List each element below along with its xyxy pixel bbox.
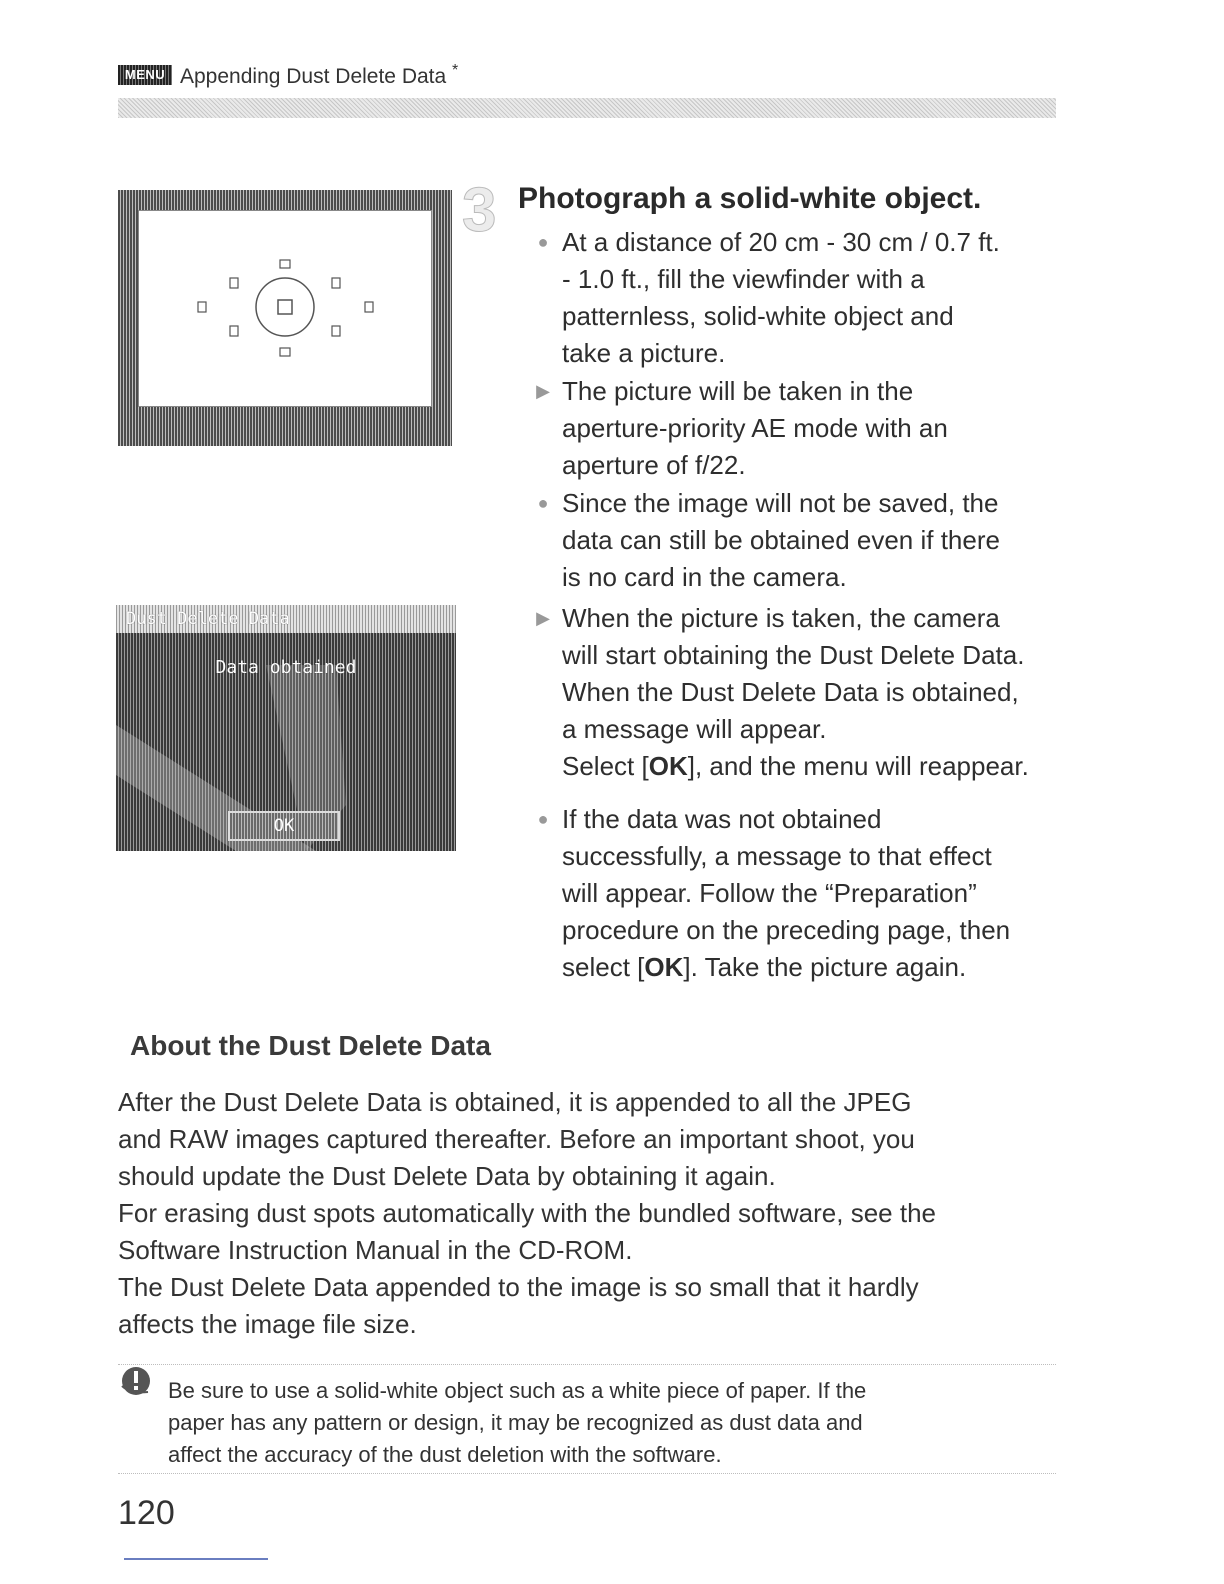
about-heading: About the Dust Delete Data <box>130 1030 491 1061</box>
about-paragraph <box>118 1269 1058 1343</box>
step-line: The picture will be taken in the <box>562 376 914 406</box>
step-line: At a distance of 20 cm - 30 cm / 0.7 ft. <box>562 227 1000 257</box>
lcd-title: Dust Delete Data <box>116 605 456 633</box>
bullet-icon: ● <box>537 232 549 252</box>
step-line: take a picture. <box>562 338 726 368</box>
step-line-ok-post: ]. Take the picture again. <box>683 952 967 982</box>
header-band <box>118 98 1056 118</box>
step-line: When the Dust Delete Data is obtained, <box>562 677 1019 707</box>
step-line: will appear. Follow the “Preparation” <box>562 878 977 908</box>
step-item <box>528 801 1058 986</box>
page-header <box>118 62 458 88</box>
step-line: data can still be obtained even if there <box>562 525 1000 555</box>
caution-line: affect the accuracy of the dust deletion with the software. <box>168 1442 722 1467</box>
ok-label: OK <box>648 751 688 781</box>
step-line: When the picture is taken, the camera <box>562 603 1000 633</box>
about-line: should update the Dust Delete Data by obtaining it again. <box>118 1161 776 1191</box>
step-line: will start obtaining the Dust Delete Data. <box>562 640 1025 670</box>
step-heading: Photograph a solid-white object. <box>518 182 982 215</box>
step-line: successfully, a message to that effect <box>562 841 992 871</box>
about-line: Software Instruction Manual in the CD-ROM. <box>118 1235 633 1265</box>
result-arrow-icon: ▶ <box>536 381 550 401</box>
step-line: patternless, solid-white object and <box>562 301 954 331</box>
step-line: If the data was not obtained <box>562 804 882 834</box>
step-line-ok-pre: Select [ <box>562 751 649 781</box>
step-line: Since the image will not be saved, the <box>562 488 999 518</box>
about-line: After the Dust Delete Data is obtained, it is appended to all the JPEG <box>118 1087 912 1117</box>
step-line: aperture-priority AE mode with an <box>562 413 948 443</box>
lcd-ok-button[interactable]: OK <box>228 811 340 841</box>
step-line-ok-pre: select [ <box>562 952 645 982</box>
step-line: is no card in the camera. <box>562 562 847 592</box>
step-item <box>528 485 1058 596</box>
step-line-ok <box>562 748 1058 785</box>
section-title-mark: * <box>452 61 459 79</box>
section-title <box>180 62 458 89</box>
caution-line: paper has any pattern or design, it may be recognized as dust data and <box>168 1410 863 1435</box>
menu-badge-icon: MENU <box>118 65 172 85</box>
af-points-icon <box>118 190 452 446</box>
section-title-text: Appending Dust Delete Data <box>180 64 447 88</box>
about-line: affects the image file size. <box>118 1309 417 1339</box>
result-arrow-icon: ▶ <box>536 608 550 628</box>
caution-icon <box>118 1364 158 1398</box>
bullet-icon: ● <box>537 493 549 513</box>
step-line: - 1.0 ft., fill the viewfinder with a <box>562 264 925 294</box>
step-number: 3 <box>462 176 497 245</box>
step-item <box>528 373 1058 484</box>
about-line: For erasing dust spots automatically with the bundled software, see the <box>118 1198 936 1228</box>
caution-line: Be sure to use a solid-white object such as a white piece of paper. If the <box>168 1378 867 1403</box>
about-paragraph <box>118 1195 1058 1269</box>
footer-rule <box>124 1558 268 1560</box>
step-line: procedure on the preceding page, then <box>562 915 1011 945</box>
bullet-icon: ● <box>537 809 549 829</box>
step-line: aperture of f/22. <box>562 450 746 480</box>
ok-label: OK <box>644 952 684 982</box>
page-number: 120 <box>118 1494 175 1532</box>
lcd-message: Data obtained <box>215 657 357 678</box>
step-line-ok <box>562 949 1058 986</box>
viewfinder-af-points-illustration <box>118 190 452 446</box>
step-item <box>528 224 1058 372</box>
step-line: a message will appear. <box>562 714 827 744</box>
about-line: The Dust Delete Data appended to the image is so small that it hardly <box>118 1272 919 1302</box>
lcd-screen-illustration <box>116 605 456 851</box>
step-item <box>528 600 1058 785</box>
about-paragraph <box>118 1084 1058 1195</box>
about-line: and RAW images captured thereafter. Before an important shoot, you <box>118 1124 915 1154</box>
step-line-ok-post: ], and the menu will reappear. <box>687 751 1029 781</box>
